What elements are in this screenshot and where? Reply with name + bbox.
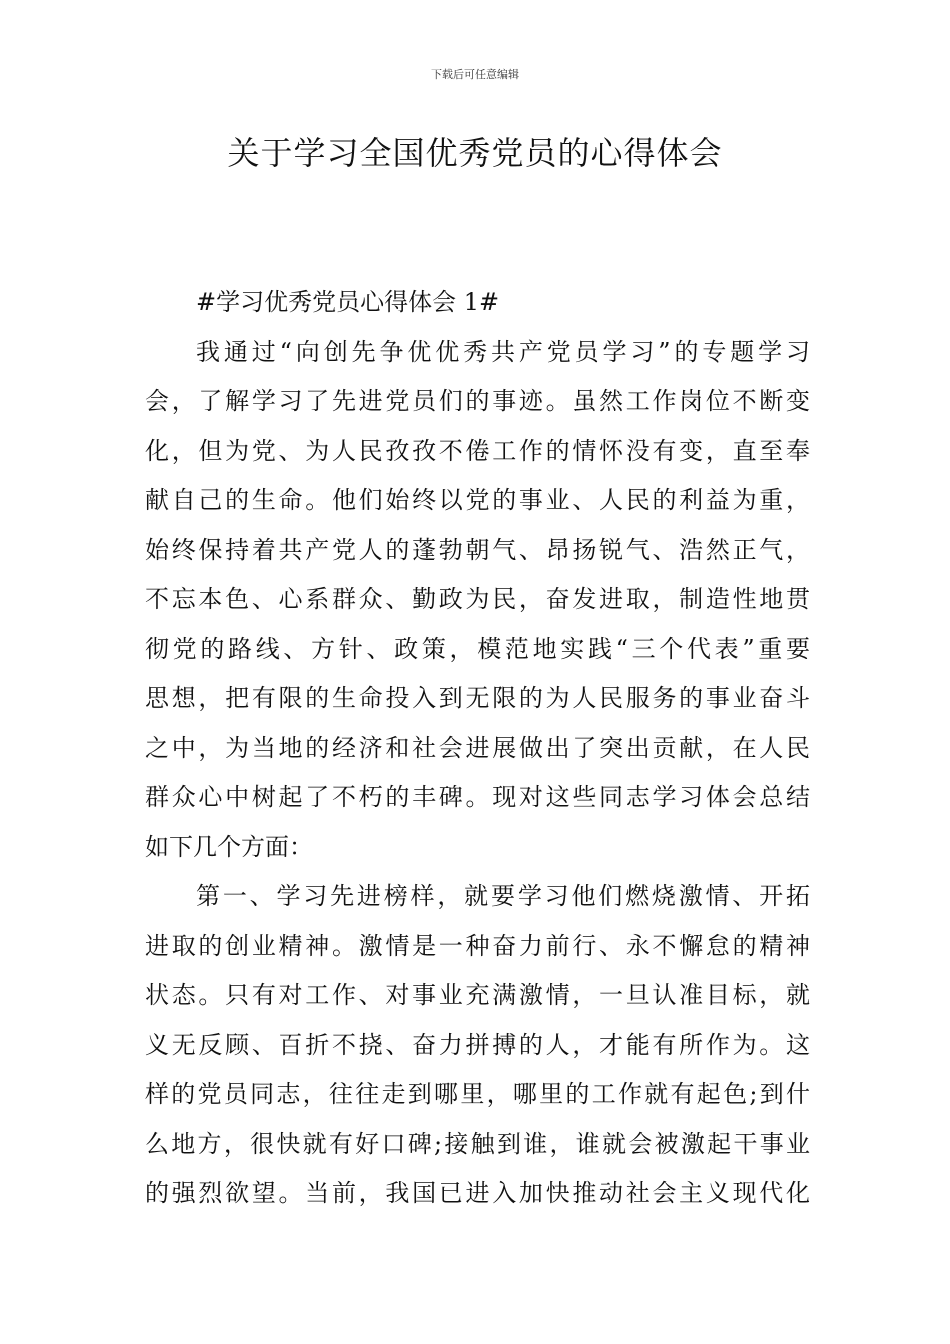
paragraph-line: 不忘本色、心系群众、勤政为民，奋发进取，制造性地贯	[145, 585, 810, 613]
paragraph-line: 我通过“向创先争优优秀共产党员学习”的专题学习	[196, 337, 810, 366]
paragraph-line: 的强烈欲望。当前，我国已进入加快推动社会主义现代化	[145, 1179, 810, 1207]
paragraph-line: 如下几个方面：	[145, 832, 313, 861]
paragraph-line: 献自己的生命。他们始终以党的事业、人民的利益为重，	[145, 486, 810, 514]
header-note: 下载后可任意编辑	[431, 68, 519, 81]
paragraph-line: 思想，把有限的生命投入到无限的为人民服务的事业奋斗	[145, 684, 810, 712]
paragraph-1	[145, 328, 810, 873]
paragraph-line: 会，了解学习了先进党员们的事迹。虽然工作岗位不断变	[145, 387, 810, 415]
paragraph-line: 群众心中树起了不朽的丰碑。现对这些同志学习体会总结	[145, 783, 810, 811]
paragraph-line: 样的党员同志，往往走到哪里，哪里的工作就有起色;到什	[145, 1080, 810, 1108]
document-body	[145, 278, 810, 1219]
paragraph-line: 第一、学习先进榜样，就要学习他们燃烧激情、开拓	[196, 882, 810, 910]
paragraph-line: 化，但为党、为人民孜孜不倦工作的情怀没有变，直至奉	[145, 436, 810, 465]
paragraph-line: 义无反顾、百折不挠、奋力拼搏的人，才能有所作为。这	[145, 1030, 810, 1059]
paragraph-line: 么地方，很快就有好口碑;接触到谁，谁就会被激起干事业	[145, 1129, 810, 1158]
document-title: 关于学习全国优秀党员的心得体会	[227, 134, 723, 172]
paragraph-line: 彻党的路线、方针、政策，模范地实践“三个代表”重要	[145, 634, 810, 663]
paragraph-line: 状态。只有对工作、对事业充满激情，一旦认准目标，就	[145, 981, 810, 1009]
paragraph-line: 之中，为当地的经济和社会进展做出了突出贡献，在人民	[145, 733, 810, 762]
paragraph-line: 始终保持着共产党人的蓬勃朝气、昂扬锐气、浩然正气，	[145, 535, 810, 564]
section-heading: #学习优秀党员心得体会 1#	[196, 288, 500, 316]
paragraph-line: 进取的创业精神。激情是一种奋力前行、永不懈怠的精神	[145, 931, 810, 960]
paragraph-2	[145, 872, 810, 1219]
